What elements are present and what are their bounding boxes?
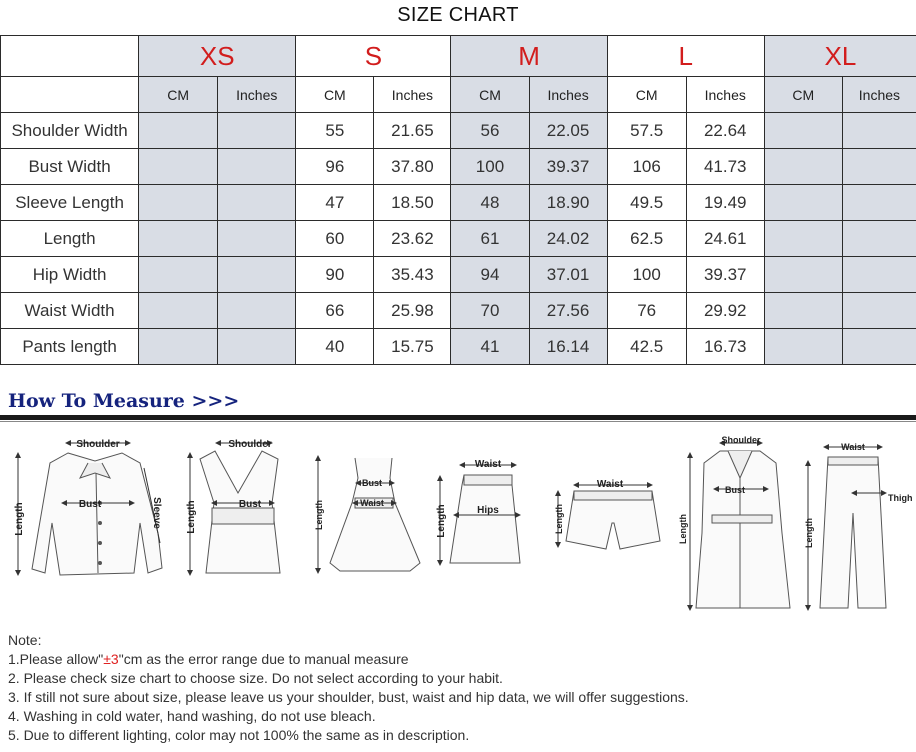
notes-section (8, 631, 908, 745)
row-label: Hip Width (1, 257, 139, 293)
cell-xs-cm (139, 113, 218, 149)
cell-m-inches: 16.14 (529, 329, 607, 365)
cell-s-inches: 35.43 (374, 257, 451, 293)
cell-l-cm: 106 (607, 149, 686, 185)
size-header-row (1, 36, 916, 77)
heading-divider (0, 415, 916, 420)
heading-divider-thin (0, 421, 916, 422)
table-row-bust-width (1, 149, 916, 185)
cell-xl-inches (842, 185, 916, 221)
how-to-measure-heading: How To Measure >>> (8, 390, 240, 412)
cell-xl-cm (764, 185, 842, 221)
cell-m-cm: 48 (451, 185, 529, 221)
size-header-l: L (607, 36, 764, 77)
label-waist: Waist (596, 479, 624, 490)
unit-inches: Inches (842, 77, 916, 113)
cell-xs-cm (139, 185, 218, 221)
cell-m-inches: 18.90 (529, 185, 607, 221)
unit-cm: CM (296, 77, 374, 113)
cell-l-inches: 16.73 (686, 329, 764, 365)
note-text: 1.Please allow" (8, 651, 104, 667)
cell-xl-inches (842, 329, 916, 365)
cell-xs-inches (218, 257, 296, 293)
cell-s-inches: 25.98 (374, 293, 451, 329)
cell-xs-cm (139, 257, 218, 293)
cell-m-inches: 24.02 (529, 221, 607, 257)
label-length: Length (436, 504, 447, 538)
label-bust: Bust (725, 485, 745, 495)
cell-l-inches: 22.64 (686, 113, 764, 149)
note-line-1 (8, 650, 908, 669)
cell-m-inches: 39.37 (529, 149, 607, 185)
cell-xs-inches (218, 185, 296, 221)
cell-xl-inches (842, 257, 916, 293)
unit-inches: Inches (374, 77, 451, 113)
row-label: Sleeve Length (1, 185, 139, 221)
note-line-2: 2. Please check size chart to choose size. Do not select according to your habit. (8, 670, 503, 686)
corner-cell (1, 36, 139, 77)
label-shoulder: Shoulder (76, 439, 120, 450)
cell-xs-inches (218, 329, 296, 365)
cell-l-inches: 39.37 (686, 257, 764, 293)
cell-m-cm: 100 (451, 149, 529, 185)
table-row-hip-width (1, 257, 916, 293)
label-waist: Waist (360, 498, 384, 508)
cell-m-cm: 41 (451, 329, 529, 365)
cell-xs-cm (139, 221, 218, 257)
cell-l-inches: 41.73 (686, 149, 764, 185)
label-bust: Bust (238, 499, 262, 510)
unit-cm: CM (607, 77, 686, 113)
row-label: Pants length (1, 329, 139, 365)
cell-m-inches: 27.56 (529, 293, 607, 329)
unit-header-row (1, 77, 916, 113)
cell-xl-cm (764, 293, 842, 329)
pants-illustration (808, 447, 886, 608)
label-bust: Bust (362, 478, 382, 488)
page-title: SIZE CHART (397, 4, 519, 26)
size-header-m: M (451, 36, 607, 77)
cell-m-cm: 94 (451, 257, 529, 293)
size-chart-table (0, 35, 916, 365)
cell-xl-inches (842, 221, 916, 257)
size-header-s: S (296, 36, 451, 77)
notes-heading: Note: (8, 632, 42, 648)
label-length: Length (314, 500, 324, 530)
label-shoulder: Shoulder (228, 439, 272, 450)
row-label: Shoulder Width (1, 113, 139, 149)
label-length: Length (678, 514, 688, 544)
cell-s-inches: 18.50 (374, 185, 451, 221)
unit-inches: Inches (529, 77, 607, 113)
cell-s-cm: 60 (296, 221, 374, 257)
note-text: "cm as the error range due to manual measure (118, 651, 409, 667)
cell-xs-inches (218, 293, 296, 329)
label-waist: Waist (474, 459, 502, 470)
table-row-waist-width (1, 293, 916, 329)
cell-m-inches: 37.01 (529, 257, 607, 293)
label-length: Length (186, 500, 197, 534)
shorts-illustration (558, 485, 660, 549)
cell-xl-cm (764, 221, 842, 257)
cell-l-cm: 100 (607, 257, 686, 293)
cell-s-inches: 15.75 (374, 329, 451, 365)
label-bust: Bust (78, 499, 102, 510)
unit-cm: CM (451, 77, 529, 113)
label-length: Length (14, 502, 25, 536)
cell-xl-cm (764, 257, 842, 293)
trench-coat-illustration (690, 443, 790, 608)
cell-l-inches: 24.61 (686, 221, 764, 257)
cell-m-cm: 61 (451, 221, 529, 257)
cell-l-cm: 62.5 (607, 221, 686, 257)
row-label: Length (1, 221, 139, 257)
row-label: Bust Width (1, 149, 139, 185)
unit-cm: CM (139, 77, 218, 113)
cell-m-inches: 22.05 (529, 113, 607, 149)
note-line-4: 4. Washing in cold water, hand washing, do not use bleach. (8, 708, 376, 724)
tank-top-illustration (190, 443, 280, 573)
dress-illustration (318, 458, 420, 571)
cell-s-cm: 90 (296, 257, 374, 293)
label-waist: Waist (841, 442, 865, 452)
cell-s-cm: 47 (296, 185, 374, 221)
cell-xl-inches (842, 113, 916, 149)
cell-xl-cm (764, 329, 842, 365)
cell-xl-cm (764, 113, 842, 149)
size-header-xs: XS (139, 36, 296, 77)
table-row-shoulder-width (1, 113, 916, 149)
cell-s-inches: 21.65 (374, 113, 451, 149)
unit-inches: Inches (218, 77, 296, 113)
cell-l-cm: 57.5 (607, 113, 686, 149)
cell-l-inches: 29.92 (686, 293, 764, 329)
table-row-length (1, 221, 916, 257)
cell-xs-inches (218, 113, 296, 149)
label-length: Length (804, 518, 814, 548)
cell-l-cm: 49.5 (607, 185, 686, 221)
label-hips: Hips (477, 505, 499, 516)
cell-s-cm: 66 (296, 293, 374, 329)
table-row-pants-length (1, 329, 916, 365)
cell-l-cm: 76 (607, 293, 686, 329)
cell-s-cm: 55 (296, 113, 374, 149)
label-shoulder: Shoulder (721, 435, 761, 445)
cell-s-inches: 23.62 (374, 221, 451, 257)
unit-cm: CM (764, 77, 842, 113)
size-header-xl: XL (764, 36, 916, 77)
note-highlight: ±3 (103, 651, 119, 667)
note-line-5: 5. Due to different lighting, color may not 100% the same as in description. (8, 727, 470, 743)
measurement-illustrations (0, 423, 916, 623)
table-row-sleeve-length (1, 185, 916, 221)
cell-l-cm: 42.5 (607, 329, 686, 365)
note-line-3: 3. If still not sure about size, please leave us your shoulder, bust, waist and hip data, we will offer suggestions. (8, 689, 689, 705)
cell-xl-inches (842, 149, 916, 185)
unit-inches: Inches (686, 77, 764, 113)
cell-xl-inches (842, 293, 916, 329)
label-thigh: Thigh (888, 493, 913, 503)
label-sleeve: Sleeve (151, 497, 162, 529)
label-length: Length (554, 504, 564, 534)
cell-xs-cm (139, 329, 218, 365)
cell-xs-inches (218, 221, 296, 257)
cell-xs-inches (218, 149, 296, 185)
cell-s-cm: 96 (296, 149, 374, 185)
cell-s-inches: 37.80 (374, 149, 451, 185)
cell-m-cm: 56 (451, 113, 529, 149)
cell-m-cm: 70 (451, 293, 529, 329)
cell-s-cm: 40 (296, 329, 374, 365)
cell-xs-cm (139, 293, 218, 329)
corner-cell (1, 77, 139, 113)
cell-xs-cm (139, 149, 218, 185)
cell-xl-cm (764, 149, 842, 185)
cell-l-inches: 19.49 (686, 185, 764, 221)
row-label: Waist Width (1, 293, 139, 329)
